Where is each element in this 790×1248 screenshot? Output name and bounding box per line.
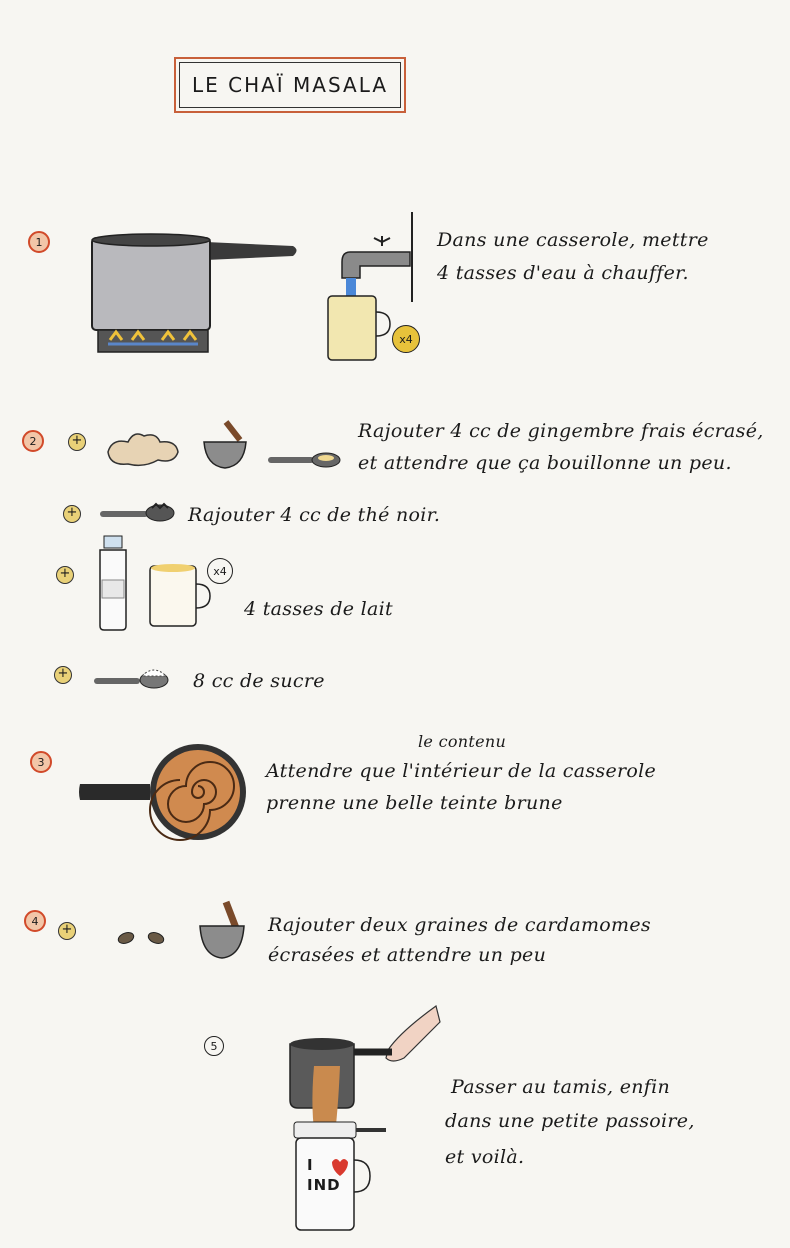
- mug-text-ind: IND: [307, 1176, 341, 1194]
- step-1-number: 1: [28, 231, 50, 253]
- step-2-tea-text: Rajouter 4 cc de thé noir.: [188, 504, 441, 526]
- pan-with-tea-swirl-illustration: [78, 740, 248, 840]
- mug-text-i: I: [307, 1156, 313, 1174]
- milk-mug-illustration: [148, 560, 214, 630]
- times-four-badge: x4: [392, 325, 420, 353]
- cardamom-seeds-illustration: [116, 928, 170, 948]
- mortar-and-pestle-icon: [200, 420, 250, 472]
- step-1-text-line-1: Dans une casserole, mettre: [437, 229, 709, 251]
- step-4-text-line-2: écrasées et attendre un peu: [268, 944, 547, 966]
- times-four-badge: x4: [207, 558, 233, 584]
- step-1-text-line-2: 4 tasses d'eau à chauffer.: [437, 262, 689, 284]
- ginger-root-illustration: [104, 428, 184, 470]
- step-5-text-line-1: Passer au tamis, enfin: [451, 1076, 671, 1098]
- step-2-sugar-text: 8 cc de sucre: [193, 670, 325, 692]
- step-3-insert-text: le contenu: [418, 732, 507, 751]
- pouring-tea-illustration: [280, 1002, 440, 1238]
- step-5-text-line-2: dans une petite passoire,: [445, 1110, 695, 1132]
- step-3-text-line-1: Attendre que l'intérieur de la casserole: [266, 760, 657, 782]
- step-2-number: 2: [22, 430, 44, 452]
- spoon-with-tea-icon: [98, 500, 178, 526]
- saucepan-on-stove-illustration: [88, 228, 300, 360]
- step-2-text-line-2: et attendre que ça bouillonne un peu.: [358, 452, 732, 474]
- recipe-title: LE CHAÏ MASALA: [174, 57, 406, 113]
- mortar-and-pestle-icon: [196, 900, 248, 962]
- step-5-text-line-3: et voilà.: [445, 1146, 525, 1168]
- step-5-number: 5: [204, 1036, 224, 1056]
- plus-icon: +: [63, 505, 81, 523]
- step-4-text-line-1: Rajouter deux graines de cardamomes: [268, 914, 651, 936]
- plus-icon: +: [54, 666, 72, 684]
- step-2-milk-text: 4 tasses de lait: [244, 598, 393, 620]
- plus-icon: +: [56, 566, 74, 584]
- spoon-with-sugar-icon: [92, 664, 172, 692]
- step-3-text-line-2: prenne une belle teinte brune: [266, 792, 563, 814]
- spoon-with-ginger-icon: [266, 450, 342, 470]
- plus-icon: +: [68, 433, 86, 451]
- step-2-text-line-1: Rajouter 4 cc de gingembre frais écrasé,: [358, 420, 764, 442]
- plus-icon: +: [58, 922, 76, 940]
- step-3-number: 3: [30, 751, 52, 773]
- milk-bottle-illustration: [92, 534, 136, 632]
- step-4-number: 4: [24, 910, 46, 932]
